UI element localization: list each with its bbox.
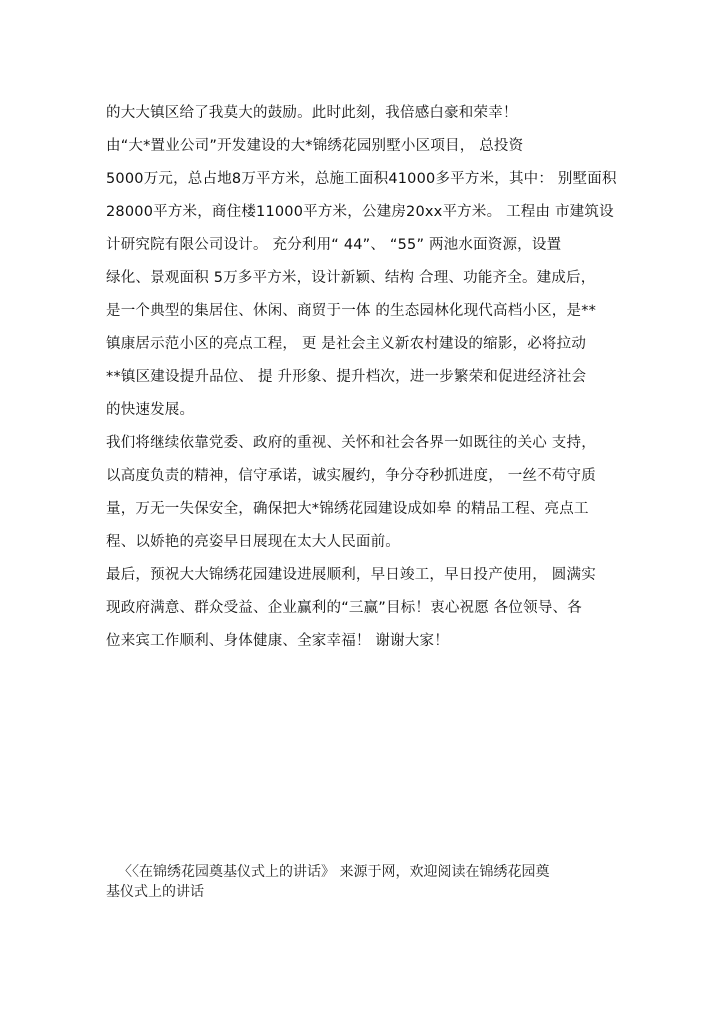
text-line: 是一个典型的集居住、休闲、商贸于一体 的生态园林化现代高档小区，是**: [106, 303, 597, 319]
text-line: 以高度负责的精神，信守承诺，诚实履约，争分夺秒抓进度， 一丝不苟守质: [106, 468, 596, 484]
text-line: 现政府满意、群众受益、企业赢利的“三赢”目标！衷心祝愿 各位领导、各: [106, 600, 582, 616]
footer-line: 基仪式上的讲话: [106, 884, 204, 900]
text-line: 程、以娇艳的亮姿早日展现在太大人民面前。: [106, 534, 400, 550]
text-line: 绿化、景观面积 5万多平方米，设计新颖、结构 合理、功能齐全。建成后，: [106, 270, 596, 286]
text-line: 我们将继续依靠党委、政府的重视、关怀和社会各界一如既往的关心 支持，: [106, 435, 596, 451]
source-footer: [106, 862, 626, 902]
text-line: 镇康居示范小区的亮点工程， 更 是社会主义新农村建设的缩影，必将拉动: [106, 336, 587, 352]
text-line: 最后，预祝大大锦绣花园建设进展顺利，早日竣工，早日投产使用， 圆满实: [106, 567, 596, 583]
text-line: 由“大*置业公司”开发建设的大*锦绣花园别墅小区项目， 总投资: [106, 138, 524, 154]
speech-body: [106, 100, 616, 661]
text-line: 的快速发展。: [106, 402, 195, 418]
text-line: 5000万元，总占地8万平方米，总施工面积41000多平方米，其中： 别墅面积: [106, 171, 617, 187]
text-line: 位来宾工作顺利、身体健康、全家幸福！ 谢谢大家！: [106, 633, 449, 649]
text-line: 28000平方米，商住楼11000平方米，公建房20xx平方米。 工程由 市建筑设: [106, 204, 614, 220]
text-line: **镇区建设提升品位、 提 升形象、提升档次，进一步繁荣和促进经济社会: [106, 369, 587, 385]
text-line: 计研究院有限公司设计。 充分利用“ 44”、 “55” 两池水面资源，设置: [106, 237, 562, 253]
text-line: 的大大镇区给了我莫大的鼓励。此时此刻，我倍感白豪和荣幸！: [106, 105, 518, 121]
text-line: 量，万无一失保安全，确保把大*锦绣花园建设成如皋 的精品工程、亮点工: [106, 501, 589, 517]
footer-line: 〈〈在锦绣花园奠基仪式上的讲话》 来源于网，欢迎阅读在锦绣花园奠: [118, 864, 550, 880]
